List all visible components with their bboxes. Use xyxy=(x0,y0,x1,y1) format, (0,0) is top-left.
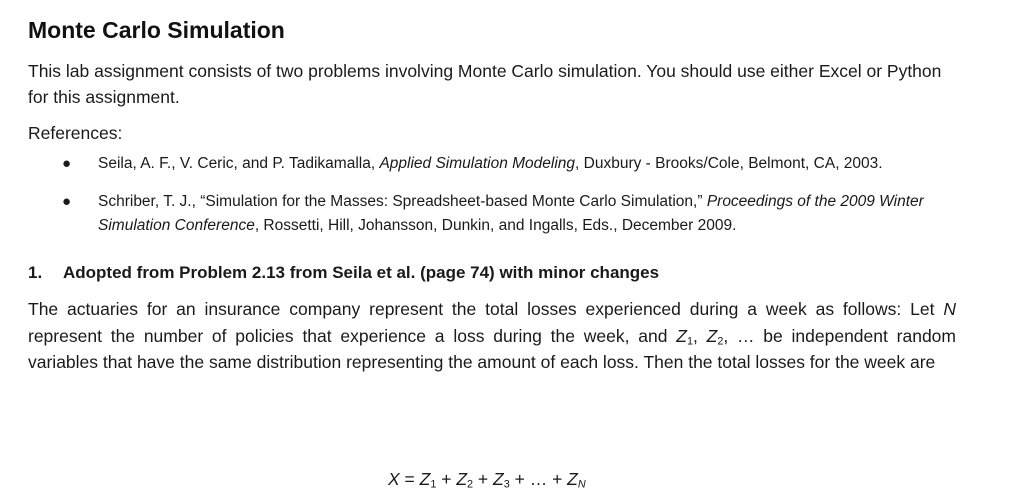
references-label: References: xyxy=(28,123,123,143)
document-page xyxy=(28,14,956,376)
problem-heading-text: Adopted from Problem 2.13 from Seila et al. (page 74) with minor changes xyxy=(63,263,660,282)
formula-op: + xyxy=(547,469,568,489)
formula-var: X xyxy=(388,469,400,489)
subscript: 1 xyxy=(686,335,693,348)
reference-title: Applied Simulation Modeling xyxy=(379,155,576,172)
reference-title: Proceedings of the 2009 Winter Simulation Conference xyxy=(98,193,924,234)
bullet-icon: ● xyxy=(62,155,72,172)
intro-paragraph: This lab assignment consists of two problems involving Monte Carlo simulation. You should use either Excel or Python for this assignment. xyxy=(28,61,942,107)
subscript: 2 xyxy=(717,335,724,348)
formula-op: + xyxy=(509,469,530,489)
total-loss-formula xyxy=(388,466,586,492)
problem-heading xyxy=(28,260,956,286)
variable-n: N xyxy=(943,299,956,319)
subscript: 3 xyxy=(503,478,510,491)
formula-var: Z xyxy=(419,469,431,489)
formula-var: Z xyxy=(456,469,468,489)
separator: , xyxy=(692,325,707,346)
subscript: N xyxy=(577,478,586,491)
problem-paragraph xyxy=(28,296,956,376)
formula-var: Z xyxy=(493,469,504,489)
subscript: 1 xyxy=(430,478,437,491)
formula-ellipsis: … xyxy=(529,469,548,489)
formula-op: + xyxy=(436,469,457,489)
references-list xyxy=(28,152,956,238)
page-title: Monte Carlo Simulation xyxy=(28,17,285,43)
variable-z: Z xyxy=(676,325,687,346)
reference-text: , Duxbury - Brooks/Cole, Belmont, CA, 2003. xyxy=(575,155,883,172)
formula-op: = xyxy=(399,469,420,489)
subscript: 2 xyxy=(467,478,474,491)
problem-number: 1. xyxy=(28,263,43,282)
problem-text: The actuaries for an insurance company represent the total losses experienced during a week as follows: Let xyxy=(28,299,944,319)
problem-text: , … be independent random variables that have the same distribution representing the amount of each loss. Then the total losses for the week are xyxy=(28,325,956,372)
problem-text: represent the number of policies that experience a loss during the week, and xyxy=(28,325,677,346)
formula-op: + xyxy=(473,469,494,489)
variable-z: Z xyxy=(706,325,718,346)
reference-item xyxy=(28,152,956,176)
reference-text: Schriber, T. J., “Simulation for the Masses: Spreadsheet-based Monte Carlo Simulation,” xyxy=(98,193,707,210)
reference-text: Seila, A. F., V. Ceric, and P. Tadikamalla, xyxy=(98,155,380,172)
formula-var: Z xyxy=(567,469,578,489)
reference-item xyxy=(28,190,956,238)
reference-text: , Rossetti, Hill, Johansson, Dunkin, and Ingalls, Eds., December 2009. xyxy=(254,217,737,234)
bullet-icon: ● xyxy=(62,193,72,210)
